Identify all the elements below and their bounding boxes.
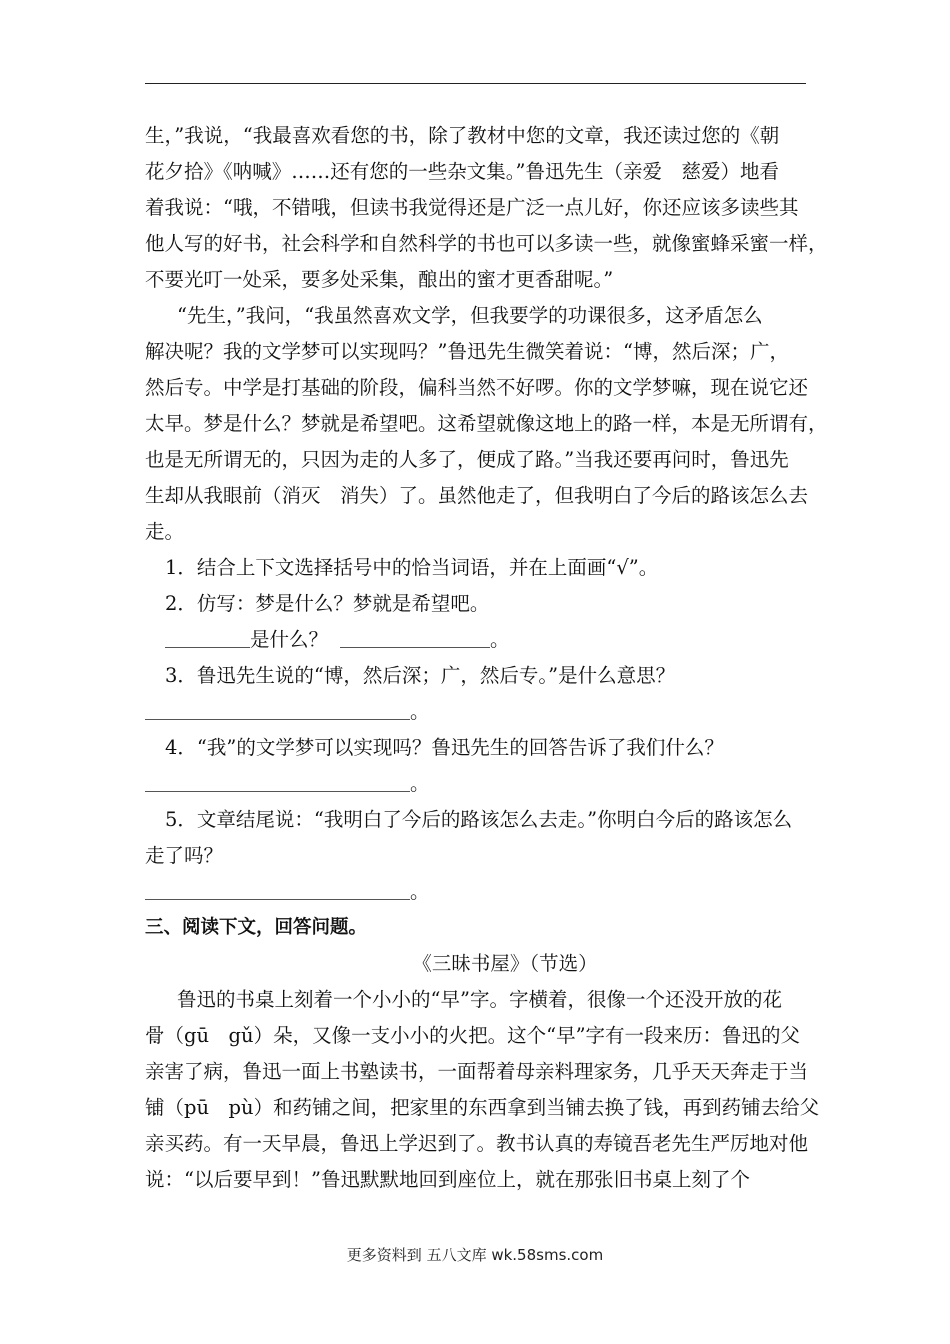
section-3-heading: 三、阅读下文，回答问题。 <box>145 917 368 938</box>
question-5: 5．文章结尾说：“我明白了今后的路该怎么去走。”你明白今后的路该怎么 <box>165 808 793 831</box>
passage-line: 生，”我说，“我最喜欢看您的书，除了教材中您的文章，我还读过您的《朝 <box>145 124 780 147</box>
passage-line: 亲买药。有一天早晨，鲁迅上学迟到了。教书认真的寿镜吾老先生严厉地对他 <box>145 1132 809 1155</box>
question-1: 1．结合上下文选择括号中的恰当词语，并在上面画“√”。 <box>165 556 659 579</box>
passage-line: 他人写的好书，社会科学和自然科学的书也可以多读一些，就像蜜蜂采蜜一样， <box>145 232 828 255</box>
question-3-end: 。 <box>410 700 430 723</box>
passage-line: “先生，”我问，“我虽然喜欢文学，但我要学的功课很多，这矛盾怎么 <box>177 304 763 327</box>
passage-line <box>145 1018 810 1054</box>
passage-line <box>145 1090 820 1126</box>
question-2-end: 。 <box>490 628 510 651</box>
question-3-answer-row <box>145 694 810 730</box>
passage-line: 不要光叮一处采，要多处采集，酿出的蜜才更香甜呢。” <box>145 268 614 291</box>
question-3: 3．鲁迅先生说的“博，然后深；广，然后专。”是什么意思？ <box>165 664 676 687</box>
answer-blank[interactable] <box>145 877 410 900</box>
passage-line: 走。 <box>145 520 185 543</box>
dotted-char: 铺 <box>145 1096 165 1119</box>
answer-blank[interactable] <box>165 625 250 648</box>
answer-blank[interactable] <box>145 769 410 792</box>
page-footer: 更多资料到 五八文库 wk.58sms.com <box>346 1246 604 1264</box>
question-4-end: 。 <box>410 772 430 795</box>
passage-line: 花夕拾》《呐喊》……还有您的一些杂文集。”鲁迅先生（亲爱 慈爱）地看 <box>145 160 779 183</box>
page-body <box>145 118 828 1198</box>
passage-line: 鲁迅的书桌上刻着一个小小的“早”字。字横着，很像一个还没开放的花 <box>177 988 782 1011</box>
question-5-answer-row <box>145 874 810 910</box>
question-2-mid: 是什么？ <box>250 628 329 651</box>
passage-line: 也是无所谓无的，只因为走的人多了，便成了路。”当我还要再问时，鲁迅先 <box>145 448 789 471</box>
passage-line: 亲害了病，鲁迅一面上书塾读书，一面帮着母亲料理家务，几乎天天奔走于当 <box>145 1060 809 1083</box>
answer-blank[interactable] <box>340 625 490 648</box>
question-2-answer-row <box>145 622 810 658</box>
passage-line: 生却从我眼前（消灭 消失）了。虽然他走了，但我明白了今后的路该怎么去 <box>145 484 809 507</box>
header-rule <box>145 83 806 84</box>
question-5-end: 。 <box>410 880 430 903</box>
dotted-char: 骨 <box>145 1024 165 1047</box>
answer-blank[interactable] <box>145 697 410 720</box>
question-5-cont: 走了吗？ <box>145 844 224 867</box>
passage-line: 然后专。中学是打基础的阶段，偏科当然不好啰。你的文学梦嘛，现在说它还 <box>145 376 809 399</box>
passage-line: 太早。梦是什么？梦就是希望吧。这希望就像这地上的路一样，本是无所谓有， <box>145 412 828 435</box>
passage-text: （pū pù）和药铺之间，把家里的东西拿到当铺去换了钱，再到药铺去给父 <box>164 1096 820 1119</box>
section-3-title: 《三昧书屋》（节选） <box>412 952 598 975</box>
passage-line: 解决呢？我的文学梦可以实现吗？”鲁迅先生微笑着说：“博，然后深；广， <box>145 340 789 363</box>
question-4: 4．“我”的文学梦可以实现吗？鲁迅先生的回答告诉了我们什么？ <box>165 736 724 759</box>
passage-text: （gū gǔ）朵，又像一支小小的火把。这个“早”字有一段来历：鲁迅的父 <box>164 1024 801 1047</box>
question-2: 2．仿写：梦是什么？梦就是希望吧。 <box>165 592 490 615</box>
question-4-answer-row <box>145 766 810 802</box>
passage-line: 说：“以后要早到！”鲁迅默默地回到座位上，就在那张旧书桌上刻了个 <box>145 1168 750 1191</box>
passage-line: 着我说：“哦，不错哦，但读书我觉得还是广泛一点儿好，你还应该多读些其 <box>145 196 799 219</box>
